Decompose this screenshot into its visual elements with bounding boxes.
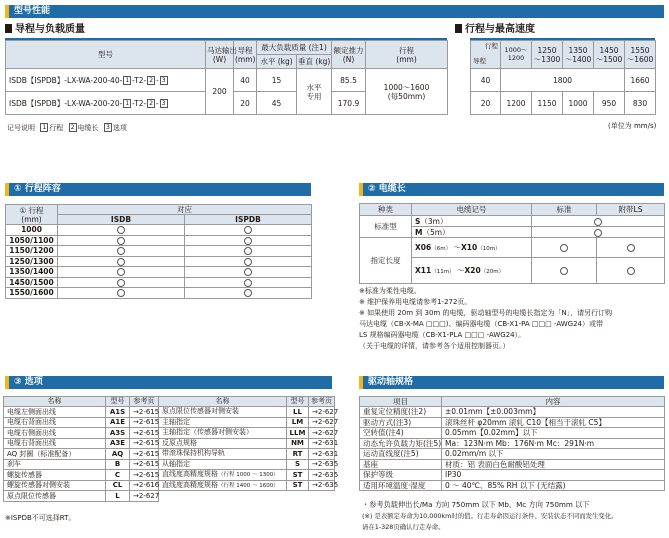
circle-icon (117, 268, 125, 276)
spec-value: ±0.01mm【±0.003mm】 (442, 407, 665, 418)
lead-cell: 40 (471, 69, 501, 92)
option-code: LL (287, 407, 309, 418)
option-name: 电缆右侧面出线 (4, 428, 106, 439)
option-code: L (106, 491, 130, 502)
circle-icon (117, 279, 125, 287)
header-type: 种类 (360, 204, 412, 216)
option-ref: →2-635 (309, 470, 335, 481)
spec-value: 0.05mm【0.02mm】以下 (442, 428, 665, 439)
legend-line: 记号说明 1 行程 2 电缆长 3 选项 (7, 124, 127, 132)
standard-type-label: 标准型 (360, 216, 412, 238)
header-ref: 参考页 (130, 397, 159, 407)
option-name: 电缆右背面出线 (4, 417, 106, 428)
option-code: A1E (106, 417, 130, 428)
section-bar-specs (5, 5, 664, 18)
option-ref: →2-635 (309, 459, 335, 470)
option-ref: →2-631 (309, 449, 335, 460)
circle-icon (117, 258, 125, 266)
circle-icon (244, 279, 252, 287)
option-ref: →2-615 (130, 459, 159, 470)
option-ref: →2-627 (309, 428, 335, 439)
spec-item: 重复定位精度(注2) (360, 407, 442, 418)
header-name: 名称 (4, 397, 106, 407)
section-bar-cable (359, 183, 664, 196)
circle-icon (627, 244, 635, 252)
circle-icon (117, 226, 125, 234)
stroke-col-4: 1450 ～1500 (594, 41, 625, 69)
section-marker (359, 376, 363, 389)
option-code: B (106, 459, 130, 470)
circle-icon (244, 247, 252, 255)
thrust-cell: 85.5 (332, 69, 366, 92)
option-name: 主轴指定（传感器对侧安装） (159, 428, 287, 439)
header-stroke: ① 行程 (mm) (6, 205, 58, 225)
lead-cell: 20 (471, 92, 501, 115)
option-code: A3S (106, 428, 130, 439)
header-lead: 导程 (mm) (234, 41, 257, 69)
option-name: 直线度高精度规格（行程 1400 ～ 1600） (159, 480, 287, 491)
speed-cell: 1660 (625, 69, 656, 92)
section-marker (5, 5, 9, 18)
option-code: ST (287, 470, 309, 481)
spec-item: 保护等级 (360, 470, 442, 481)
stroke-col-1: 1000～ 1200 (501, 41, 532, 69)
section-title: 选项 (24, 377, 43, 387)
option-name: 带滚珠保持机构导轨 (159, 449, 287, 460)
header-ref: 参考页 (309, 397, 335, 407)
speed-cell: 1800 (501, 69, 625, 92)
stroke-row-label: 1350/1400 (6, 267, 58, 278)
cable-table (359, 203, 665, 284)
stroke-col-2: 1250 ～1300 (532, 41, 563, 69)
section-title: 行程阵容 (24, 184, 61, 194)
lead-cell: 20 (234, 92, 257, 115)
speed-cell: 1200 (501, 92, 532, 115)
options-note: ※ISPDB不可选择RT。 (5, 514, 76, 522)
options-table (3, 396, 339, 502)
header-model: 型号 (287, 397, 309, 407)
speed-table (470, 40, 656, 115)
section-bar-options (5, 376, 332, 389)
speed-cell: 950 (594, 92, 625, 115)
option-name: 螺旋传感器对侧安装 (4, 480, 106, 491)
speed-cell: 1150 (532, 92, 563, 115)
speed-cell: 1000 (563, 92, 594, 115)
header-thrust: 额定推力 (N) (332, 41, 366, 69)
circle-icon (594, 229, 602, 237)
specified-length-label: 指定长度 (360, 238, 412, 284)
option-name: 从轴指定 (159, 459, 287, 470)
option-ref: →2-615 (130, 470, 159, 481)
option-code: ST (287, 480, 309, 491)
motor-output-cell: 200 (206, 69, 234, 115)
stroke-col-5: 1550 ～1600 (625, 41, 656, 69)
header-isdb: ISDB (58, 215, 185, 225)
header-max-load: 最大负载质量 (注1) (257, 41, 332, 55)
section-title: 电缆长 (378, 184, 406, 194)
circle-icon (117, 247, 125, 255)
stroke-row-label: 1250/1300 (6, 256, 58, 267)
spec-value: 材质：铝 表面白色耐酸铝处理 (442, 459, 665, 470)
circle-icon (244, 289, 252, 297)
section-bar-stroke (5, 183, 311, 196)
circle-icon (560, 244, 568, 252)
circled-number: ① (14, 184, 22, 194)
circle-icon (627, 267, 635, 275)
header-motor: 马达输出 (W) (206, 41, 234, 69)
spec-value: IP30 (442, 470, 665, 481)
option-ref: →2-627 (130, 491, 159, 502)
circle-icon (244, 226, 252, 234)
model-cell: ISDB【ISPDB】-LX-WA-200-40- 1 -T2- 2 - 3 (6, 69, 206, 92)
spec-value: 0.02mm/m 以下 (442, 449, 665, 460)
vertical-load-cell: 水平 专用 (297, 69, 332, 115)
option-ref: →2-615 (130, 449, 159, 460)
option-code: NM (287, 438, 309, 449)
option-ref: →2-615 (130, 407, 159, 418)
cable-code-x11-x20: X11（11m） ～X20（20m） (412, 258, 532, 284)
option-ref: →2-616 (130, 480, 159, 491)
drive-spec-table (359, 396, 665, 491)
header-model: 型号 (6, 41, 206, 69)
circled-number: ③ (14, 377, 22, 387)
spec-item: 动态允许负载力矩(注5) (360, 438, 442, 449)
stroke-row-label: 1050/1100 (6, 235, 58, 246)
stroke-row-label: 1000 (6, 225, 58, 236)
option-ref: →2-615 (130, 428, 159, 439)
stroke-cell: 1000～1600 (每50mm) (366, 69, 448, 115)
spec-value: 0 ～ 40℃、85% RH 以下 (无结露) (442, 480, 665, 491)
header-standard: 标准 (532, 204, 597, 216)
header-name: 名称 (159, 397, 287, 407)
option-code: A1S (106, 407, 130, 418)
option-code: AQ (106, 449, 130, 460)
load-table-heading: 导程与负载质量 (5, 24, 85, 36)
option-code: S (287, 459, 309, 470)
speed-table-heading: 行程与最高速度 (455, 24, 535, 36)
option-name: 直线度高精度规格（行程 1000 ～ 1300） (159, 470, 287, 481)
option-name: AQ 封圈（标准配备） (4, 449, 106, 460)
stroke-row-label: 1150/1200 (6, 246, 58, 257)
section-bar-drive (359, 376, 664, 389)
option-name: 原点限位传感器对侧安装 (159, 407, 287, 418)
stroke-row-label: 1450/1500 (6, 277, 58, 288)
option-code: A3E (106, 438, 130, 449)
option-name: 主轴指定 (159, 417, 287, 428)
option-code: LLM (287, 428, 309, 439)
option-name: 原点限位传感器 (4, 491, 106, 502)
option-ref: →2-615 (130, 438, 159, 449)
cable-code-m: M（5m） (412, 227, 532, 238)
stroke-lead-header: 行程 导程 (471, 41, 501, 69)
option-ref: →2-627 (309, 417, 335, 428)
spec-item: 基座 (360, 459, 442, 470)
cable-code-x06-x10: X06（6m） ～X10（10m） (412, 238, 532, 258)
circle-icon (244, 237, 252, 245)
header-with-ls: 附带LS (597, 204, 665, 216)
option-code: CL (106, 480, 130, 491)
model-cell: ISDB【ISPDB】-LX-WA-200-20- 1 -T2- 2 - 3 (6, 92, 206, 115)
option-name: 反原点规格 (159, 438, 287, 449)
header-stroke: 行程 (mm) (366, 41, 448, 69)
speed-unit-note: (单位为 mm/s) (608, 122, 657, 130)
header-ispdb: ISPDB (185, 215, 312, 225)
stroke-col-3: 1350 ～1400 (563, 41, 594, 69)
square-bullet-icon (455, 24, 462, 33)
spec-value: Ma：123N·m Mb：176N·m Mc：291N·m (442, 438, 665, 449)
circle-icon (244, 258, 252, 266)
cable-code-s: S（3m） (412, 216, 532, 227)
section-marker (5, 183, 9, 196)
speed-cell: 830 (625, 92, 656, 115)
section-title: 型号性能 (14, 6, 51, 16)
option-name: 电缆右背面出线 (4, 438, 106, 449)
option-code: RT (287, 449, 309, 460)
section-title: 驱动轴规格 (368, 377, 414, 387)
header-item: 项目 (360, 397, 442, 407)
option-name: 电缆左侧面出线 (4, 407, 106, 418)
horizontal-load-cell: 15 (257, 69, 297, 92)
load-table (5, 40, 448, 115)
option-code: C (106, 470, 130, 481)
section-marker (359, 183, 363, 196)
stroke-row-label: 1550/1600 (6, 288, 58, 299)
header-compat: 对应 (58, 205, 312, 215)
circle-icon (117, 289, 125, 297)
spec-value: 滚珠丝杆 φ20mm 滚轧 C10【相当于滚轧 C5】 (442, 417, 665, 428)
option-name: 刹车 (4, 459, 106, 470)
stroke-lineup-table (5, 204, 312, 299)
header-code: 电缆记号 (412, 204, 532, 216)
spec-item: 适用环境温度·湿度 (360, 480, 442, 491)
circle-icon (117, 237, 125, 245)
square-bullet-icon (5, 24, 12, 33)
section-marker (5, 376, 9, 389)
lead-cell: 40 (234, 69, 257, 92)
header-model: 型号 (106, 397, 130, 407)
circled-number: ② (368, 184, 376, 194)
circle-icon (594, 218, 602, 226)
header-content: 内容 (442, 397, 665, 407)
spec-item: 驱动方式(注3) (360, 417, 442, 428)
horizontal-load-cell: 45 (257, 92, 297, 115)
option-code: LM (287, 417, 309, 428)
header-horizontal: 水平 (kg) (257, 55, 297, 69)
spec-item: 空转值(注4) (360, 428, 442, 439)
option-name: 螺旋传感器 (4, 470, 106, 481)
thrust-cell: 170.9 (332, 92, 366, 115)
option-ref: →2-631 (309, 438, 335, 449)
circle-icon (244, 268, 252, 276)
option-ref: →2-615 (130, 417, 159, 428)
header-vertical: 垂直 (kg) (297, 55, 332, 69)
option-ref: →2-635 (309, 480, 335, 491)
option-ref: →2-627 (309, 407, 335, 418)
circle-icon (560, 267, 568, 275)
spec-item: 运动直线度(注5) (360, 449, 442, 460)
